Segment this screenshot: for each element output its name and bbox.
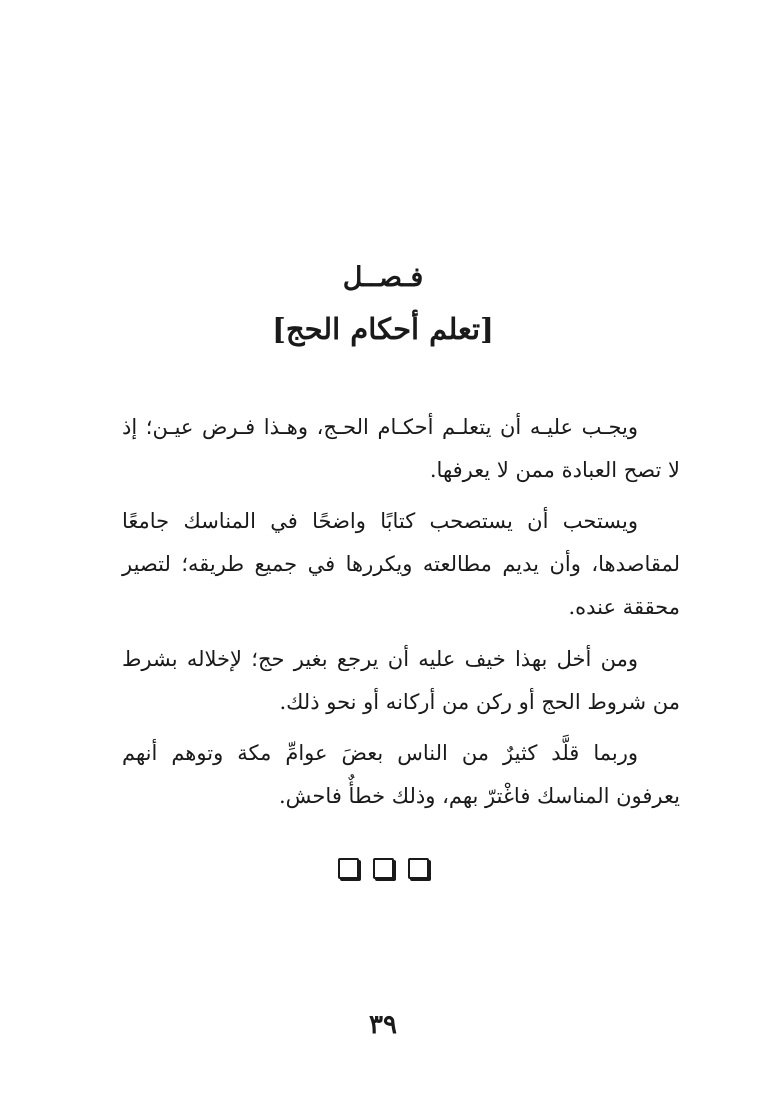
paragraph-2: ويستحب أن يستصحب كتابًا واضحًا في المناسك جامعًا لمقاصدها، وأن يديم مطالعته ويكررها في جميع طريقه؛ لتصير محققة عنده.	[122, 509, 680, 619]
square-ornament-icon	[408, 858, 429, 879]
section-label: فـصــل	[342, 262, 424, 293]
square-ornament-icon	[338, 858, 359, 879]
section-end-ornaments	[0, 858, 766, 879]
paragraph-3: ومن أخل بهذا خيف عليه أن يرجع بغير حج؛ لإخلاله بشرط من شروط الحج أو ركن من أركانه أو نحو ذلك.	[122, 647, 680, 714]
section-title: [تعلم أحكام الحج]	[272, 312, 494, 346]
paragraph-4: وربما قلَّد كثيرٌ من الناس بعضَ عوامِّ مكة وتوهم أنهم يعرفون المناسك فاغْترّ بهم، وذلك خطأٌ فاحش.	[122, 741, 680, 808]
square-ornament-icon	[373, 858, 394, 879]
page-number: ٣٩	[369, 1010, 397, 1040]
paragraph-1: ويجـب عليـه أن يتعلـم أحكـام الحـج، وهـذا فـرض عيـن؛ إذ لا تصح العبادة ممن لا يعرفها.	[122, 415, 680, 482]
